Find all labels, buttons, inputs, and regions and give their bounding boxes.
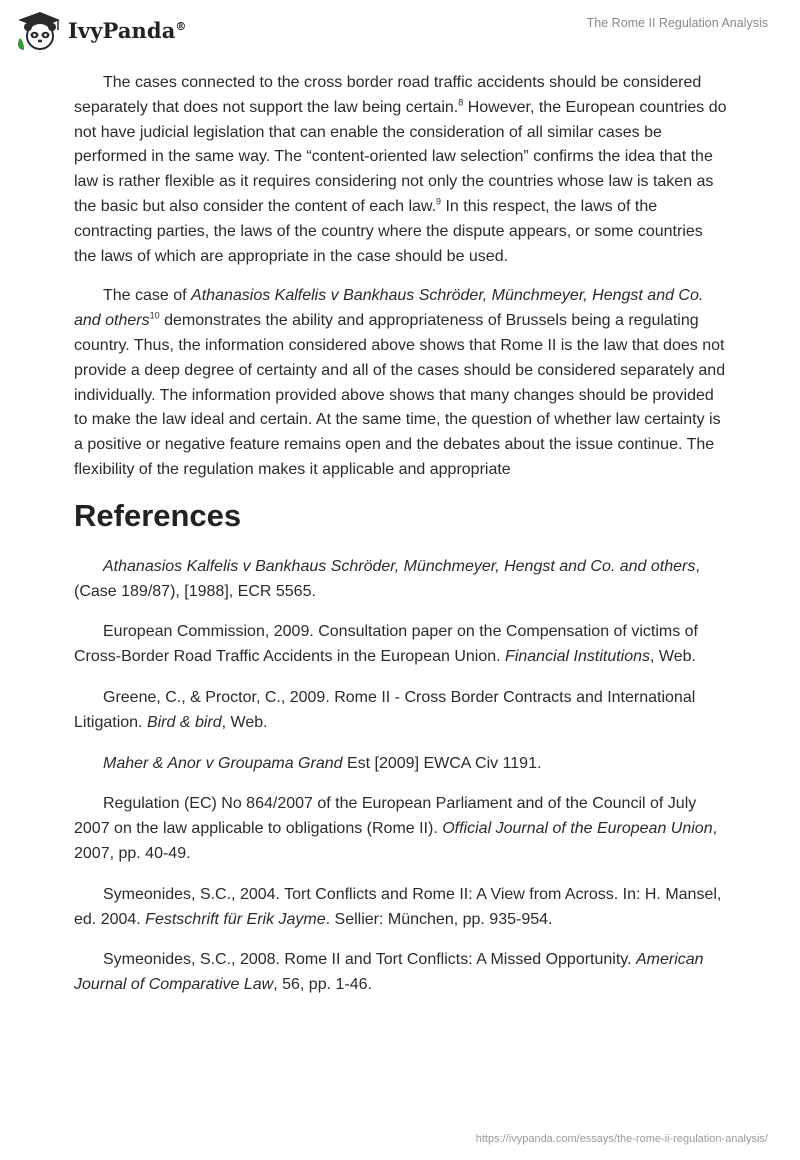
- ivypanda-logo[interactable]: [14, 8, 187, 52]
- footnote-ref[interactable]: 9: [436, 196, 442, 207]
- body-paragraph: The case of Athanasios Kalfelis v Bankhaus Schröder, Münchmeyer, Hengst and Co. and others$^{10}$ demonstrates the ability and appropriateness of Brussels being a regulating country. Thus, the information considered above shows that Rome II is the law that does not provide a deep degree of certainty and all of the cases should be considered separately and individually. The information provided above shows that many changes should be provided to make the law ideal and certain. At the same time, the question of whether law certainty is a positive or negative feature remains open and the debates about the issue continue. The flexibility of the regulation makes it applicable and appropriate: [74, 287, 726, 478]
- essay-content: [74, 71, 728, 1014]
- reference-item: European Commission, 2009. Consultation paper on the Compensation of victims of Cross-Border Road Traffic Accidents in the European Union. Financial Institutions, Web.: [74, 623, 698, 666]
- reference-item: Athanasios Kalfelis v Bankhaus Schröder, Münchmeyer, Hengst and Co. and others, (Case 189/87), [1988], ECR 5565.: [74, 557, 700, 600]
- footnote-ref[interactable]: 10: [149, 310, 160, 321]
- source-url[interactable]: https://ivypanda.com/essays/the-rome-ii-regulation-analysis/: [475, 1133, 768, 1145]
- references-heading: References: [74, 497, 242, 533]
- brand-name: IvyPanda®: [68, 17, 187, 43]
- case-name: Athanasios Kalfelis v Bankhaus Schröder, Münchmeyer, Hengst and Co. and others: [74, 287, 704, 330]
- reference-item: Greene, C., & Proctor, C., 2009. Rome II - Cross Border Contracts and International Litigation. Bird & bird, Web.: [74, 688, 696, 731]
- reference-item: Maher & Anor v Groupama Grand Est [2009] EWCA Civ 1191.: [103, 754, 542, 772]
- footnote-ref[interactable]: 8: [458, 97, 464, 108]
- document-title: The Rome II Regulation Analysis: [586, 16, 768, 30]
- reference-list: [74, 555, 728, 998]
- reference-item: Symeonides, S.C., 2008. Rome II and Tort Conflicts: A Missed Opportunity. American Journal of Comparative Law, 56, pp. 1-46.: [74, 951, 704, 994]
- reference-item: Symeonides, S.C., 2004. Tort Conflicts and Rome II: A View from Across. In: H. Mansel, ed. 2004. Festschrift für Erik Jayme. Sellier: München, pp. 935-954.: [74, 885, 722, 928]
- panda-graduate-icon: [14, 8, 62, 52]
- reference-item: Regulation (EC) No 864/2007 of the European Parliament and of the Council of July 2007 on the law applicable to obligations (Rome II). Official Journal of the European Union, 2007, pp. 40-49.: [74, 795, 718, 862]
- body-paragraph: The cases connected to the cross border road traffic accidents should be considered separately that does not support the law being certain.$^8$ However, the European countries do not have judicial legislation that can enable the consideration of all similar cases be performed in the same way. The “content-oriented law selection” confirms the idea that the law is rather flexible as it requires considering not only the countries whose law is taken as the basic but also consider the content of each law.$^9$ In this respect, the laws of the contracting parties, the laws of the country where the dispute appears, or some countries the laws of which are appropriate in the case should be used.: [74, 74, 727, 265]
- page-header: [0, 0, 800, 60]
